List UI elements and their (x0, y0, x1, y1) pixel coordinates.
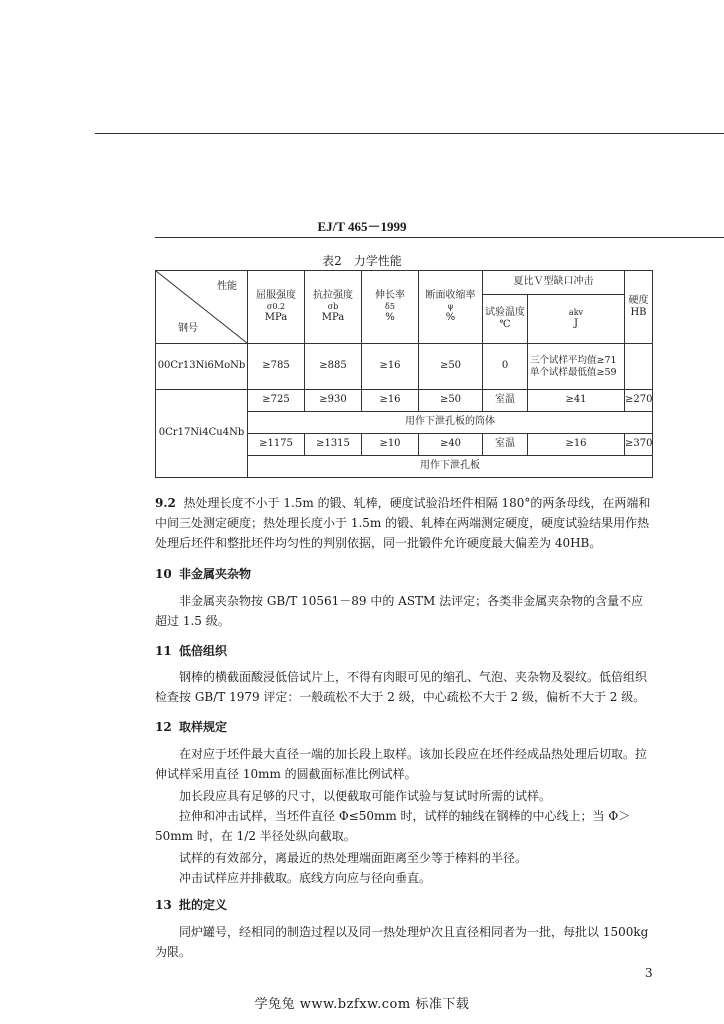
section-9-2: 9.2 热处理长度不小于 1.5m 的锻、轧棒，硬度试验沿坯件相隔 180°的两条母线，在两端和中间三处测定硬度；热处理长度小于 1.5m 的锻、轧棒在两端测定硬度，硬度试验结果用作热处理后坯件和整批坯件均匀性的判别依据，同一批锻件允许硬度最大偏差为 40HB。 (155, 496, 651, 550)
section-13-heading: 13 批的定义 (155, 898, 228, 912)
grade-cell: 00Cr13Ni6MoNb (156, 344, 248, 390)
grade-label: 钢号 (178, 322, 198, 334)
grade-cell: 0Cr17Ni4Cu4Nb (156, 390, 248, 478)
table-row: 0Cr17Ni4Cu4Nb ≥725 ≥930 ≥16 ≥50 室温 ≥41 ≥270 (156, 390, 653, 412)
section-10-text: 非金属夹杂物按 GB/T 10561－89 中的 ASTM 法评定；各类非金属夹杂物的含量不应超过 1.5 级。 (155, 594, 644, 628)
col-test-temperature: 试验温度 ℃ (483, 295, 528, 344)
watermark: 学兔兔 www.bzfxw.com 标准下载 (254, 997, 470, 1012)
section-12-heading: 12 取样规定 (155, 720, 228, 734)
section-11-text: 钢棒的横截面酸浸低倍试片上，不得有肉眼可见的缩孔、气泡、夹杂物及裂纹。低倍组织检查按 GB/T 1979 评定：一般疏松不大于 2 级，中心疏松不大于 2 级，偏析不大于 2 级。 (155, 670, 648, 704)
header-rule (155, 237, 724, 238)
col-charpy-impact: 夏比Ｖ型缺口冲击 (483, 271, 625, 295)
document-id: EJ/T 465－1999 (317, 219, 407, 234)
section-12-para-2: 加长段应具有足够的尺寸，以便截取可能作试验与复试时所需的试样。 (179, 789, 552, 803)
table-row: 00Cr13Ni6MoNb ≥785 ≥885 ≥16 ≥50 0 三个试样平均值≥71 单个试样最低值≥59 (156, 344, 653, 390)
section-12-para-1: 在对应于坯件最大直径一端的加长段上取样。该加长段应在坯件经成品热处理后切取。拉伸试样采用直径 10mm 的圆截面标准比例试样。 (155, 747, 648, 781)
col-akv: akv J (528, 295, 625, 344)
mechanical-properties-table (155, 270, 653, 478)
property-label: 性能 (217, 281, 237, 292)
section-10-heading: 10 非金属夹杂物 (155, 567, 252, 581)
col-elongation: 伸长率 δ5 % (362, 271, 419, 344)
section-12-para-3: 拉伸和冲击试样，当坯件直径 Φ≤50mm 时，试样的轴线在钢棒的中心线上；当 Φ＞50mm 时，在 1/2 半径处纵向截取。 (155, 809, 631, 843)
section-11-heading: 11 低倍组织 (155, 644, 228, 658)
table-title: 表2 力学性能 (322, 254, 402, 268)
header-diagonal-cell (156, 271, 248, 344)
table-row: ≥1175 ≥1315 ≥10 ≥40 室温 ≥16 ≥370 (156, 434, 653, 456)
section-12-para-4: 试样的有效部分，离最近的热处理端面距离至少等于棒料的半径。 (179, 851, 528, 865)
section-12-para-5: 冲击试样应并排截取。底线方向应与径向垂直。 (179, 871, 432, 885)
col-area-reduction: 断面收缩率 ψ % (419, 271, 483, 344)
top-rule (95, 133, 724, 134)
col-tensile: 抗拉强度 σb MPa (305, 271, 362, 344)
table-note-row: 用作下泄孔板 (156, 456, 653, 478)
col-hardness: 硬度 HB (625, 271, 653, 344)
page-number: 3 (645, 966, 653, 980)
section-13-text: 同炉罐号，经相同的制造过程以及同一热处理炉次且直径相同者为一批，每批以 1500kg 为限。 (155, 925, 649, 959)
table-note-row: 用作下泄孔板的筒体 (156, 412, 653, 434)
col-yield: 屈服强度 σ0.2 MPa (248, 271, 305, 344)
